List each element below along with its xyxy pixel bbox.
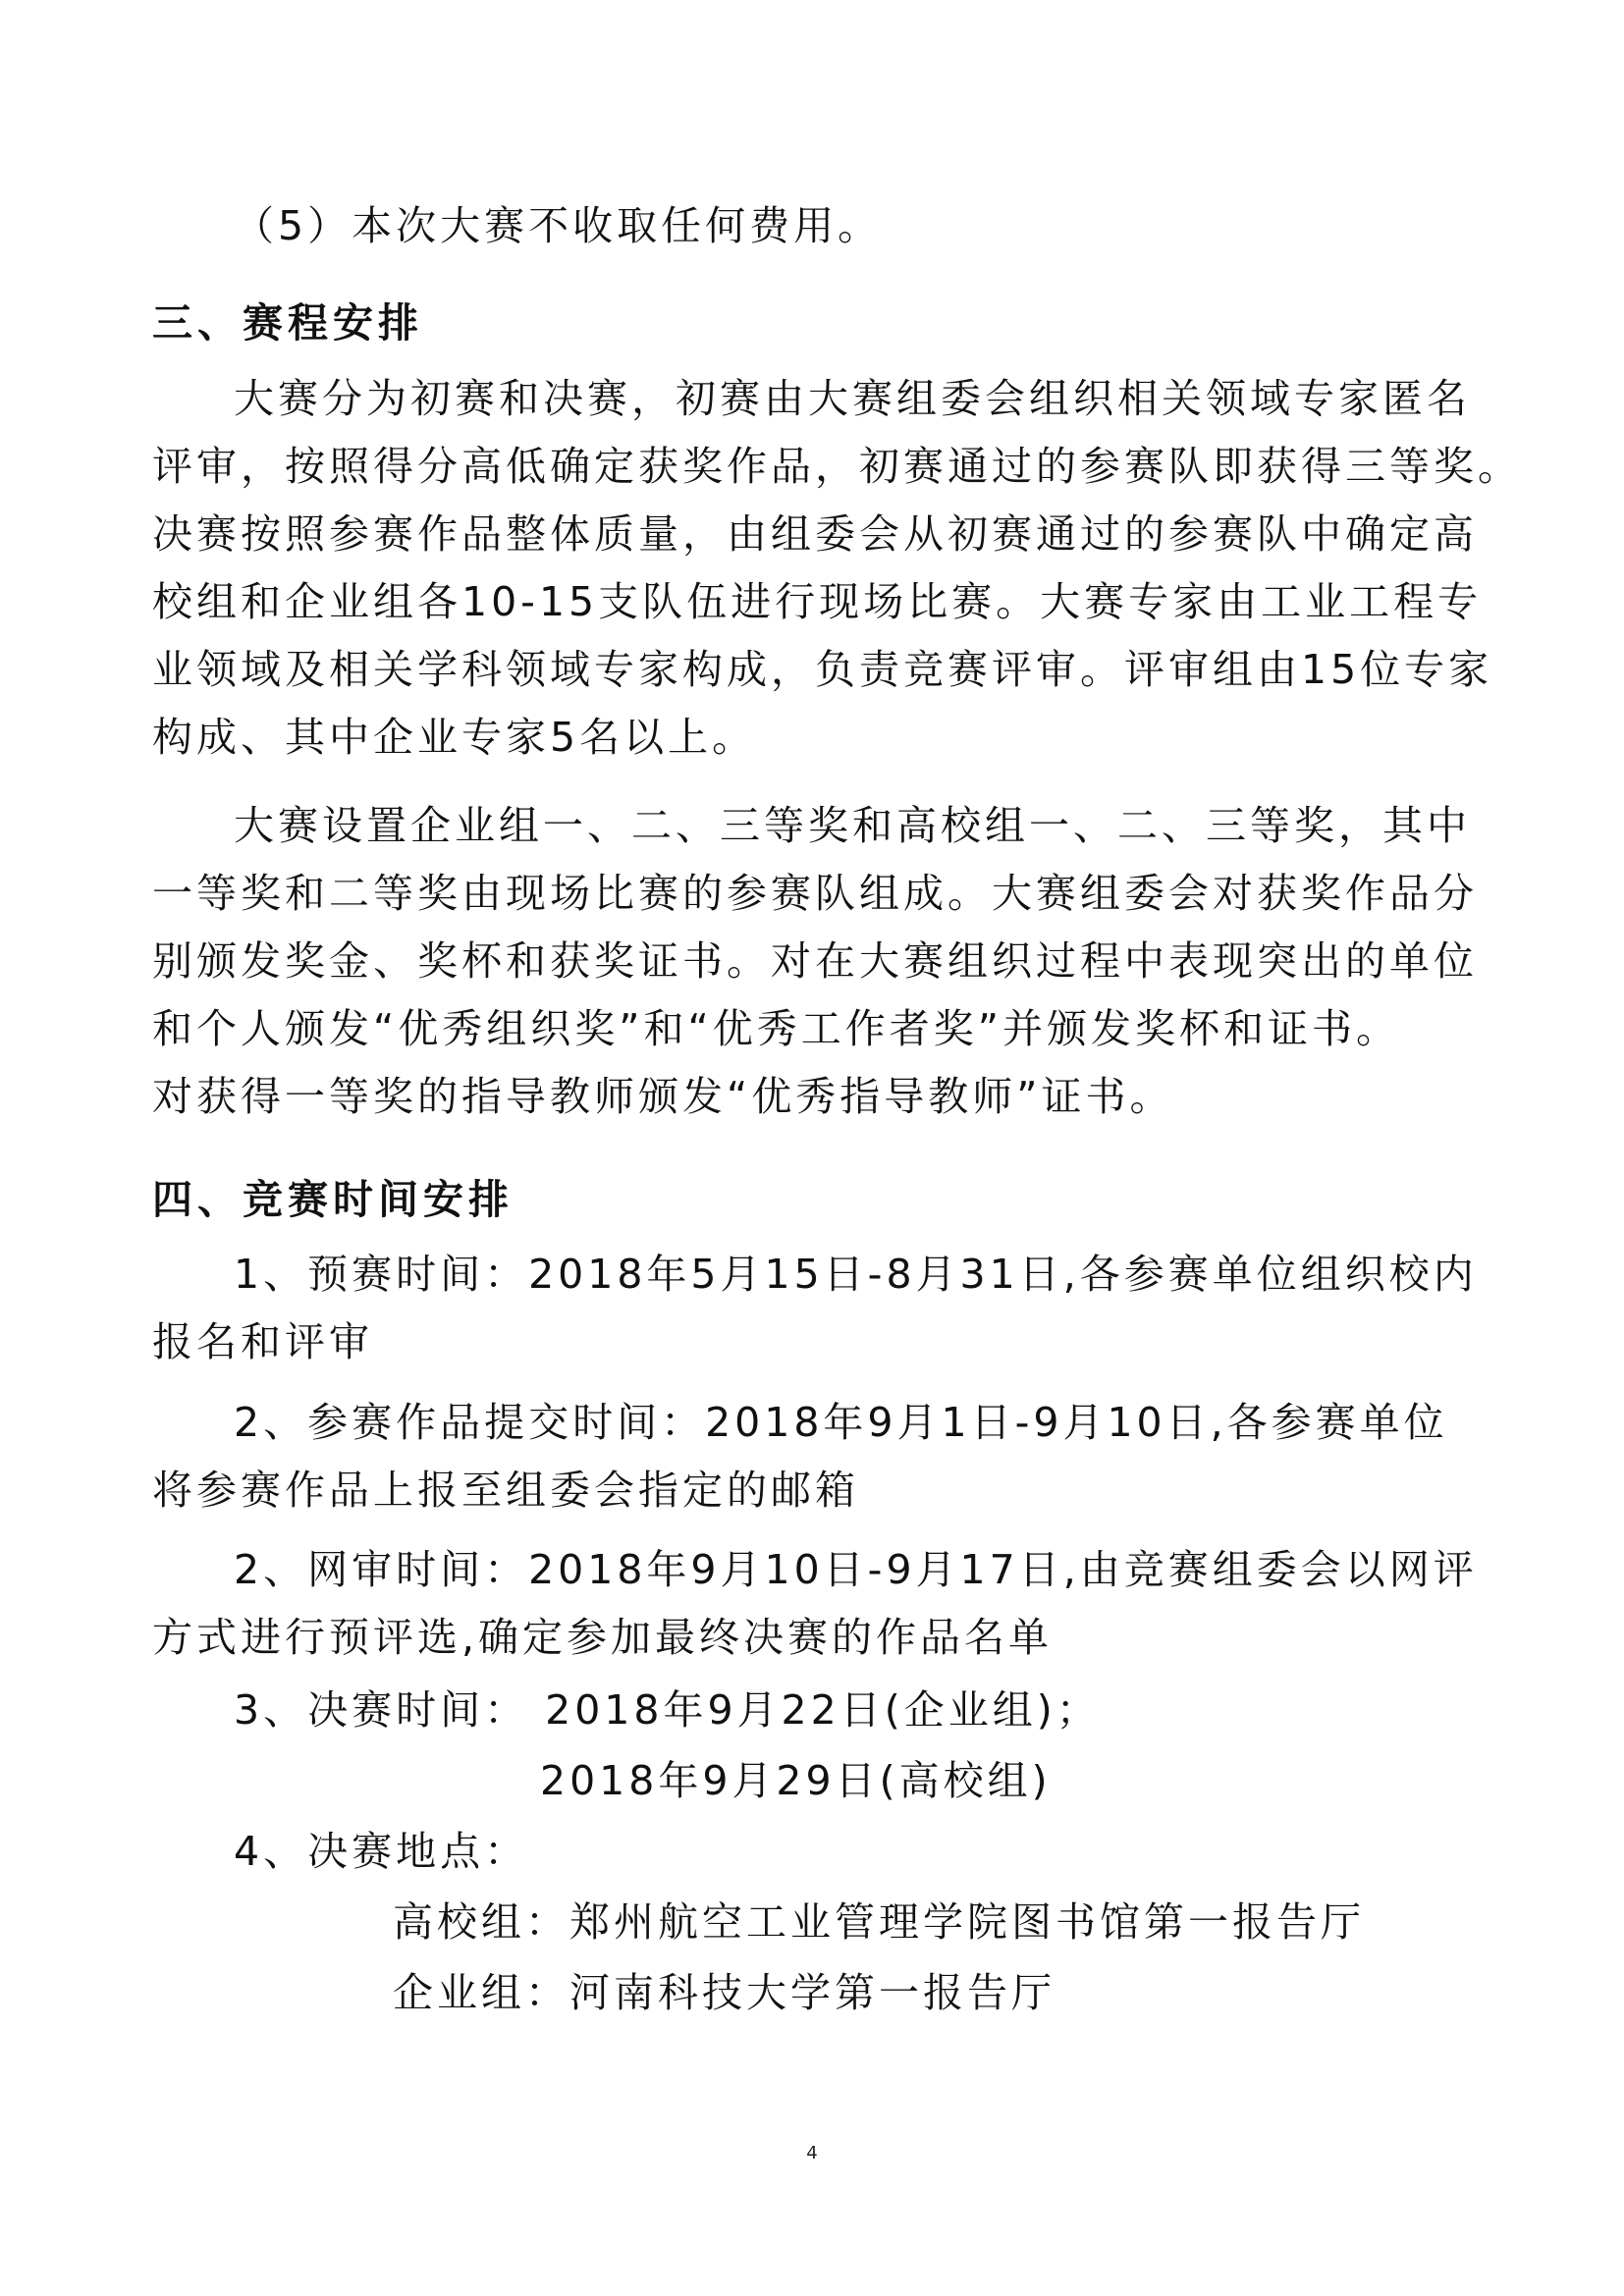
paragraph-line: 对获得一等奖的指导教师颁发“优秀指导教师”证书。 [152, 1073, 1174, 1120]
paragraph-line: 业领域及相关学科领域专家构成，负责竞赛评审。评审组由15位专家 [152, 646, 1493, 693]
timeline-item-final-time: 3、决赛时间： 2018年9月22日(企业组)； [234, 1686, 1101, 1734]
section-heading-timeline: 四、竞赛时间安排 [152, 1176, 514, 1223]
timeline-item-submission-cont: 将参赛作品上报至组委会指定的邮箱 [152, 1467, 859, 1514]
paragraph-line: 构成、其中企业专家5名以上。 [152, 714, 757, 761]
paragraph-line: 决赛按照参赛作品整体质量，由组委会从初赛通过的参赛队中确定高 [152, 510, 1478, 558]
timeline-item-preliminary: 1、预赛时间：2018年5月15日-8月31日,各参赛单位组织校内 [234, 1251, 1478, 1298]
page-number: 4 [806, 2143, 818, 2163]
venue-university-group: 高校组：郑州航空工业管理学院图书馆第一报告厅 [393, 1898, 1365, 1946]
paragraph-line: 一等奖和二等奖由现场比赛的参赛队组成。大赛组委会对获奖作品分 [152, 870, 1478, 917]
paragraph-line: 大赛分为初赛和决赛，初赛由大赛组委会组织相关领域专家匿名 [234, 375, 1471, 422]
timeline-item-submission: 2、参赛作品提交时间：2018年9月1日-9月10日,各参赛单位 [234, 1399, 1448, 1446]
venue-enterprise-group: 企业组：河南科技大学第一报告厅 [393, 1969, 1056, 2016]
paragraph-line: 评审，按照得分高低确定获奖作品，初赛通过的参赛队即获得三等奖。 [152, 443, 1522, 490]
paragraph-line: 和个人颁发“优秀组织奖”和“优秀工作者奖”并颁发奖杯和证书。 [152, 1005, 1400, 1052]
timeline-item-preliminary-cont: 报名和评审 [152, 1318, 373, 1365]
timeline-item-final-time-university: 2018年9月29日(高校组) [540, 1757, 1052, 1804]
timeline-item-final-venue: 4、决赛地点： [234, 1828, 529, 1875]
paragraph-line: 校组和企业组各10-15支队伍进行现场比赛。大赛专家由工业工程专 [152, 578, 1483, 625]
paragraph-line: 别颁发奖金、奖杯和获奖证书。对在大赛组织过程中表现突出的单位 [152, 937, 1478, 985]
paragraph-line: 大赛设置企业组一、二、三等奖和高校组一、二、三等奖，其中 [234, 802, 1471, 849]
item-5-no-fee: （5）本次大赛不收取任何费用。 [234, 202, 883, 249]
timeline-item-online-review: 2、网审时间：2018年9月10日-9月17日,由竞赛组委会以网评 [234, 1546, 1478, 1593]
timeline-item-online-review-cont: 方式进行预评选,确定参加最终决赛的作品名单 [152, 1614, 1054, 1661]
section-heading-schedule: 三、赛程安排 [152, 299, 423, 347]
